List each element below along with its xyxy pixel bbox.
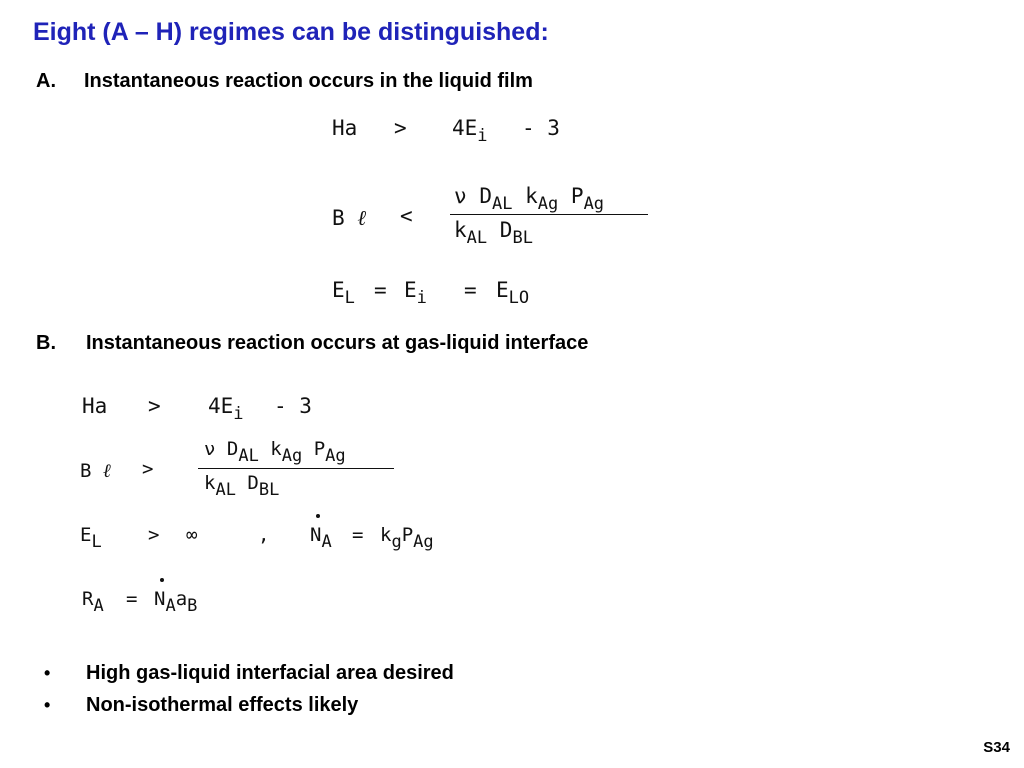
bullet-icon: •: [44, 695, 51, 715]
regime-b-letter: B.: [36, 332, 56, 354]
slide-number: S34: [983, 739, 1010, 756]
bullet-list: [40, 662, 454, 726]
regime-b-eq-rate: RA = NAaB: [82, 588, 282, 628]
regime-b-text: Instantaneous reaction occurs at gas-liquid interface: [86, 332, 589, 354]
list-item: [40, 662, 454, 694]
regime-b-heading: [36, 332, 588, 355]
regime-a-eq-concentration: B ℓ < ν $D_{AL}$ $k_{Ag}$ $P_{Ag}$ $k_{AL}$ $D_{BL}$: [332, 184, 662, 254]
time-derivative-dot: [316, 514, 320, 518]
time-derivative-dot: [160, 578, 164, 582]
bullet-text: High gas-liquid interfacial area desired: [86, 662, 454, 684]
bullet-icon: •: [44, 663, 51, 683]
fraction-bar: [450, 214, 648, 215]
list-item: [40, 694, 454, 726]
regime-a-text: Instantaneous reaction occurs in the liquid film: [84, 70, 533, 92]
regime-b-eq-concentration: B ℓ > ν DAL kAg PAg kAL DBL: [80, 438, 410, 508]
fraction-bar: [198, 468, 394, 469]
slide-title: Eight (A – H) regimes can be distinguished:: [33, 18, 549, 46]
regime-b-eq-flux: EL > ∞ , NA = kgPAg: [80, 524, 460, 564]
regime-a-letter: A.: [36, 70, 56, 92]
bullet-text: Non-isothermal effects likely: [86, 694, 359, 716]
regime-a-heading: [36, 70, 533, 93]
